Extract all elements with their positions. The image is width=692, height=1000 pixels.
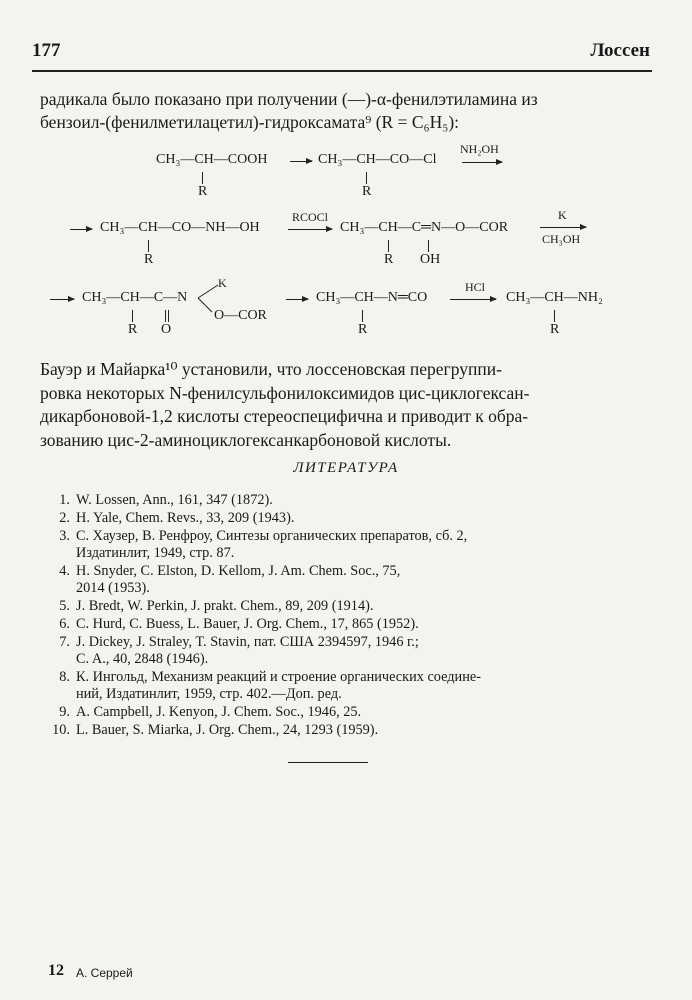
reference-item: 9. A. Campbell, J. Kenyon, J. Chem. Soc., 1946, 25. <box>59 704 362 720</box>
reaction-arrow <box>450 299 496 301</box>
reagent-label: HCl <box>465 280 486 294</box>
r-group: R <box>358 322 368 337</box>
intro-line-1: радикала было показано при получении (—)-α-фенилэтиламина из <box>40 89 538 109</box>
r-group: R <box>384 252 394 267</box>
reference-item: 6. C. Hurd, C. Buess, L. Bauer, J. Org. Chem., 17, 865 (1952). <box>59 616 419 632</box>
page-number: 177 <box>32 40 61 61</box>
r-group: R <box>550 322 560 337</box>
bond-line <box>366 172 367 184</box>
bond-line <box>362 310 363 322</box>
paragraph-line: Бауэр и Майарка¹⁰ установили, что лоссеновская перегруппи- <box>40 359 502 379</box>
bond-line <box>388 240 389 252</box>
bond-line <box>428 240 429 252</box>
reaction-arrow <box>462 162 502 164</box>
r-group: R <box>128 322 138 337</box>
r-group: R <box>362 184 372 199</box>
compound-acylated-hydroxamate: CH₃—CH—C═N—O—COR <box>340 220 509 235</box>
oh-group: OH <box>420 252 441 267</box>
reference-item: 1. W. Lossen, Ann., 161, 347 (1872). <box>59 492 273 508</box>
r-group: R <box>198 184 208 199</box>
reference-item: 10. L. Bauer, S. Miarka, J. Org. Chem., 24, 1293 (1959). <box>52 722 379 738</box>
reaction-arrow <box>50 299 74 301</box>
reagent-label: CH₃OH <box>542 232 581 246</box>
body-paragraph <box>40 358 660 452</box>
double-bond-line <box>165 310 166 322</box>
reaction-arrow <box>288 229 332 231</box>
reference-item: 4. H. Snyder, C. Elston, D. Kellom, J. Am. Chem. Soc., 75, 2014 (1953). <box>59 563 401 596</box>
compound-salt: CH₃—CH—C—N <box>82 290 188 305</box>
reaction-arrow <box>70 229 92 231</box>
reaction-arrow <box>290 161 312 163</box>
double-bond-line <box>168 310 169 322</box>
end-rule <box>288 762 368 763</box>
paragraph-line: дикарбоновой-1,2 кислоты стереоспецифична и приводит к обра- <box>40 406 529 426</box>
reference-item: 2. H. Yale, Chem. Revs., 33, 209 (1943). <box>59 510 295 526</box>
oxygen-atom: O <box>161 322 172 337</box>
compound-acid: CH₃—CH—COOH <box>156 152 268 167</box>
compound-acyl-chloride: CH₃—CH—CO—Cl <box>318 152 437 167</box>
ocor-group: O—COR <box>214 308 267 323</box>
reaction-arrow <box>286 299 308 301</box>
literature-heading: ЛИТЕРАТУРА <box>293 460 399 476</box>
bond-line <box>202 172 203 184</box>
compound-isocyanate: CH₃—CH—N═CO <box>316 290 428 305</box>
potassium-label: K <box>218 276 227 290</box>
paragraph-line: зованию цис-2-аминоциклогексанкарбоновой кислоты. <box>40 429 452 450</box>
reagent-label: K <box>558 208 567 222</box>
reference-item: 3. С. Хаузер, В. Ренфроу, Синтезы органических препаратов, сб. 2, Издатинлит, 1949, стр. 87. <box>59 528 468 561</box>
reference-item: 5. J. Bredt, W. Perkin, J. prakt. Chem., 89, 209 (1914). <box>59 598 374 614</box>
compound-hydroxamic-acid: CH₃—CH—CO—NH—OH <box>100 220 260 235</box>
reaction-arrow <box>540 227 586 229</box>
r-group: R <box>144 252 154 267</box>
intro-line-2: бензоил-(фенилметилацетил)-гидроксамата⁹ (R = C₆H₅): <box>40 112 460 132</box>
paragraph-line: ровка некоторых N-фенилсульфонилоксимидов цис-циклогексан- <box>40 382 530 403</box>
reagent-label: NH₂OH <box>460 142 499 156</box>
reagent-label: RCOCl <box>292 210 329 224</box>
running-title: Лоссен <box>590 40 650 61</box>
bond-line <box>554 310 555 322</box>
bond-line <box>132 310 133 322</box>
sheet-number: 12 <box>48 962 64 979</box>
bond-line <box>148 240 149 252</box>
reference-item: 7. J. Dickey, J. Straley, T. Stavin, пат. США 2394597, 1946 г.; C. A., 40, 2848 (1946). <box>59 634 419 667</box>
compound-amine: CH₃—CH—NH₂ <box>506 290 603 305</box>
header-rule <box>32 70 652 72</box>
reference-item: 8. К. Ингольд, Механизм реакций и строение органических соедине- ний, Издатинлит, 1959, стр. 402.—Доп. ред. <box>59 669 481 702</box>
footer-author: А. Серрей <box>76 966 133 980</box>
